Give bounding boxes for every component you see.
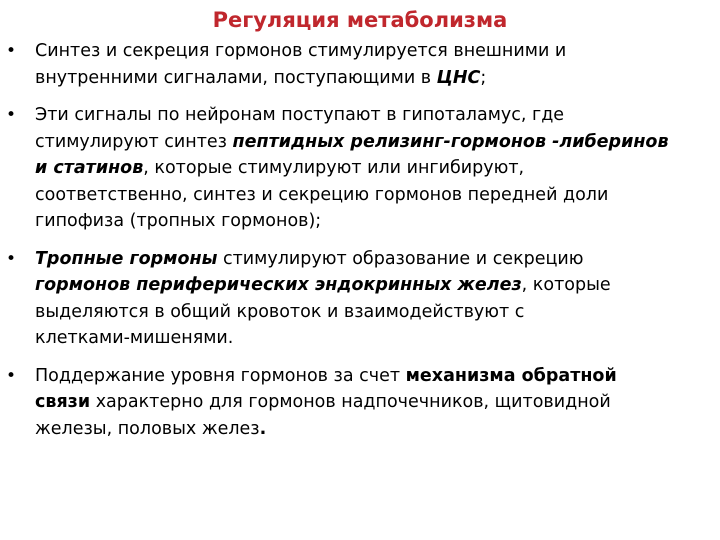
bullet-line [35,182,706,209]
emphasis-segment: Тропные гормоны [35,248,218,269]
bullet-marker: • [6,248,17,269]
bullet-marker: • [6,41,17,61]
bullet-item [0,246,720,352]
bullet-line [35,208,706,235]
bullet-line [35,246,706,273]
text-segment: внутренними сигналами, поступающими в [35,67,437,88]
bullet-line [35,389,706,416]
emphasis-segment: . [259,418,267,439]
text-segment: ; [480,67,487,88]
text-segment: клетками-мишенями. [35,328,234,348]
bullet-line [35,155,706,182]
emphasis-segment: пептидных релизинг-гормонов -либеринов [232,131,669,152]
emphasis-segment: механизма обратной [405,365,617,386]
text-segment: стимулируют образование и секрецию [217,248,584,269]
text-segment: стимулируют синтез [35,131,233,152]
bullet-marker: • [6,365,17,386]
bullet-line [35,129,706,156]
emphasis-segment: и статинов [35,158,144,178]
bullet-line [35,363,706,390]
text-segment: соответственно, синтез и секрецию гормонов передней доли [35,184,609,205]
bullet-line [35,325,706,352]
bullet-list [0,38,720,453]
bullet-line [35,102,706,129]
emphasis-segment: гормонов периферических эндокринных желез [35,275,522,295]
emphasis-segment: связи [35,392,91,412]
text-segment: , которые стимулируют или ингибируют, [143,158,525,178]
bullet-item [0,38,720,91]
bullet-marker: • [6,105,17,125]
text-segment: гипофиза (тропных гормонов); [35,211,322,231]
bullet-line [35,299,706,326]
bullet-item [0,102,720,235]
text-segment: Эти сигналы по нейронам поступают в гипоталамус, где [35,105,565,125]
bullet-line [35,38,706,65]
text-segment: Синтез и секреция гормонов стимулируется внешними и [35,41,567,61]
text-segment: железы, половых желез [35,418,260,439]
bullet-line [35,65,706,92]
text-segment: Поддержание уровня гормонов за счет [35,365,406,386]
text-segment: , которые [521,275,611,295]
emphasis-segment: ЦНС [436,67,481,88]
bullet-line [35,272,706,299]
text-segment: характерно для гормонов надпочечников, щитовидной [90,392,611,412]
bullet-item [0,363,720,443]
slide-title: Регуляция метаболизма [212,8,508,32]
text-segment: выделяются в общий кровоток и взаимодействуют с [35,301,525,322]
bullet-line [35,416,706,443]
